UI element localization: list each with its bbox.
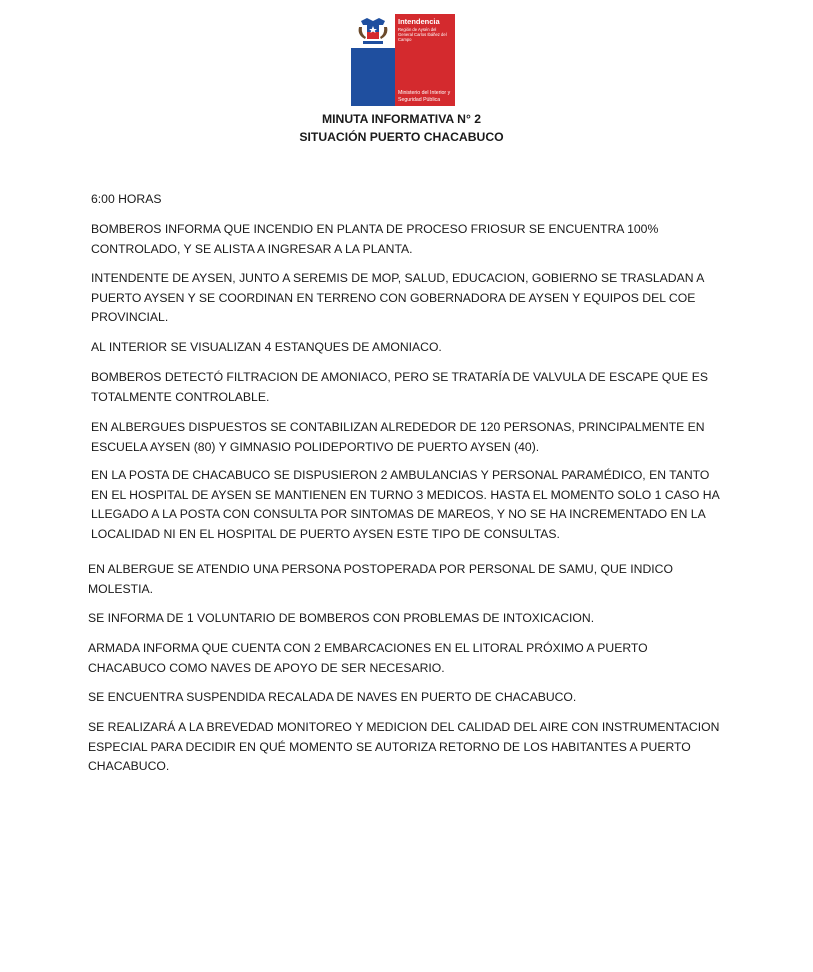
logo-subtitle: Región de Aysén del General Carlos Ibáñez del Campo (398, 27, 447, 42)
logo-blue-band (351, 48, 395, 106)
time-paragraph: 6:00 HORAS (91, 192, 162, 206)
body-paragraph: BOMBEROS INFORMA QUE INCENDIO EN PLANTA DE PROCESO FRIOSUR SE ENCUENTRA 100% CONTROLADO, Y SE ALISTA A INGRESAR A LA PLANTA. (91, 222, 659, 256)
body-paragraph: SE INFORMA DE 1 VOLUNTARIO DE BOMBEROS CON PROBLEMAS DE INTOXICACION. (88, 611, 595, 625)
body-paragraph: INTENDENTE DE AYSEN, JUNTO A SEREMIS DE MOP, SALUD, EDUCACION, GOBIERNO SE TRASLADAN A PUERTO AYSEN Y SE COORDINAN EN TERRENO CON GOBERNADORA DE AYSEN Y EQUIPOS DEL COE PROVINCIAL. (91, 271, 704, 324)
document-heading (0, 110, 803, 146)
logo-ministry: Ministerio del Interior y Seguridad Pública (398, 90, 451, 103)
body-paragraph: AL INTERIOR SE VISUALIZAN 4 ESTANQUES DE AMONIACO. (91, 340, 442, 354)
body-paragraph: ARMADA INFORMA QUE CUENTA CON 2 EMBARCACIONES EN EL LITORAL PRÓXIMO A PUERTO CHACABUCO COMO NAVES DE APOYO DE SER NECESARIO. (88, 641, 648, 675)
body-paragraph: EN ALBERGUE SE ATENDIO UNA PERSONA POSTOPERADA POR PERSONAL DE SAMU, QUE INDICO MOLESTIA. (88, 562, 673, 596)
body-paragraph: SE ENCUENTRA SUSPENDIDA RECALADA DE NAVES EN PUERTO DE CHACABUCO. (88, 690, 577, 704)
document-title: MINUTA INFORMATIVA N° 2 (321, 112, 481, 126)
body-paragraph: SE REALIZARÁ A LA BREVEDAD MONITOREO Y MEDICION DEL CALIDAD DEL AIRE CON INSTRUMENTACION ESPECIAL PARA DECIDIR EN QUÉ MOMENTO SE AUTORIZA RETORNO DE LOS HABITANTES A PUERTO CHACABUCO. (88, 720, 720, 773)
logo-title: Intendencia (398, 17, 440, 26)
body-paragraph: BOMBEROS DETECTÓ FILTRACION DE AMONIACO, PERO SE TRATARÍA DE VALVULA DE ESCAPE QUE ES TOTALMENTE CONTROLABLE. (91, 370, 708, 404)
logo-blue-panel (351, 14, 395, 106)
body-paragraph: EN LA POSTA DE CHACABUCO SE DISPUSIERON 2 AMBULANCIAS Y PERSONAL PARAMÉDICO, EN TANTO EN EL HOSPITAL DE AYSEN SE MANTIENEN EN TURNO 3 MEDICOS. HASTA EL MOMENTO SOLO 1 CASO HA LLEGADO A LA POSTA CON CONSULTA POR SINTOMAS DE MAREOS, Y NO SE HA INCREMENTADO EN LA LOCALIDAD NI EN EL HOSPITAL DE PUERTO AYSEN ESTE TIPO DE CONSULTAS. (91, 468, 720, 541)
coat-of-arms-icon (351, 14, 395, 48)
body-paragraph: EN ALBERGUES DISPUESTOS SE CONTABILIZAN ALREDEDOR DE 120 PERSONAS, PRINCIPALMENTE EN ESCUELA AYSEN (80) Y GIMNASIO POLIDEPORTIVO DE PUERTO AYSEN (40). (91, 420, 705, 454)
logo-red-panel (395, 14, 455, 106)
intendencia-logo (351, 14, 455, 106)
document-subtitle: SITUACIÓN PUERTO CHACABUCO (299, 130, 504, 144)
